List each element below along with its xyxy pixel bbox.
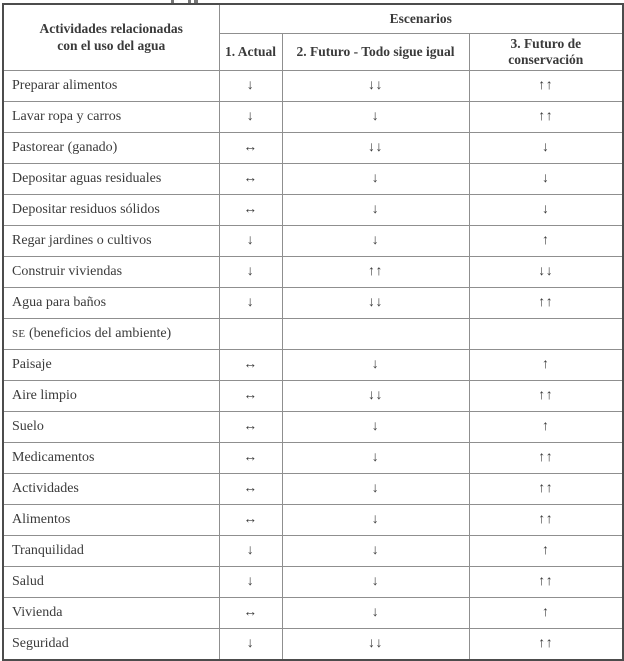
todo-sigue-igual-cell: ↓ [282,226,469,257]
todo-sigue-igual-cell: ↓↓ [282,381,469,412]
table-row [3,505,623,536]
table-row [3,102,623,133]
conservacion-cell: ↑↑ [469,288,623,319]
todo-sigue-igual-cell: ↓↓ [282,629,469,661]
activity-cell [3,319,219,350]
section-label: (beneficios del ambiente) [25,326,172,342]
conservacion-cell: ↑↑ [469,629,623,661]
todo-sigue-igual-cell: ↓ [282,536,469,567]
todo-sigue-igual-cell: ↓ [282,195,469,226]
todo-sigue-igual-cell: ↓ [282,598,469,629]
actual-cell: ↔ [219,133,282,164]
activity-cell: Depositar residuos sólidos [3,195,219,226]
actual-cell: ↔ [219,505,282,536]
actual-cell: ↓ [219,567,282,598]
todo-sigue-igual-cell: ↑↑ [282,257,469,288]
table-row [3,350,623,381]
scenario-1-actual-header: 1. Actual [219,34,282,71]
scenarios-group-header: Escenarios [219,4,623,34]
activity-cell: Medicamentos [3,443,219,474]
conservacion-cell: ↑↑ [469,381,623,412]
table-row [3,381,623,412]
todo-sigue-igual-cell: ↓ [282,443,469,474]
activity-cell: Suelo [3,412,219,443]
activity-cell: Aire limpio [3,381,219,412]
activities-header-line2: con el uso del agua [57,37,166,53]
actual-cell [219,319,282,350]
table-row [3,443,623,474]
conservacion-cell: ↑ [469,350,623,381]
todo-sigue-igual-cell: ↓ [282,412,469,443]
todo-sigue-igual-cell: ↓↓ [282,71,469,102]
scenario-3-conservacion-header: 3. Futuro de conservación [469,34,623,71]
activity-cell: Alimentos [3,505,219,536]
todo-sigue-igual-cell: ↓↓ [282,133,469,164]
conservacion-cell: ↓↓ [469,257,623,288]
table-row [3,474,623,505]
conservacion-cell: ↑↑ [469,505,623,536]
activity-cell: Actividades [3,474,219,505]
conservacion-cell: ↑↑ [469,102,623,133]
conservacion-cell: ↑ [469,226,623,257]
conservacion-cell: ↑↑ [469,443,623,474]
table-row [3,598,623,629]
actual-cell: ↔ [219,412,282,443]
actual-cell: ↓ [219,629,282,661]
activity-cell: Regar jardines o cultivos [3,226,219,257]
actual-cell: ↓ [219,226,282,257]
table-row [3,629,623,661]
activity-cell: Seguridad [3,629,219,661]
actual-cell: ↔ [219,443,282,474]
todo-sigue-igual-cell: ↓ [282,164,469,195]
activities-header-line1: Actividades relacionadas [39,20,183,36]
conservacion-cell: ↑ [469,598,623,629]
conservacion-cell: ↓ [469,164,623,195]
activity-cell: Paisaje [3,350,219,381]
todo-sigue-igual-cell [282,319,469,350]
table-row [3,536,623,567]
conservacion-cell: ↓ [469,195,623,226]
table-row [3,195,623,226]
activity-cell: Vivienda [3,598,219,629]
conservacion-cell: ↑↑ [469,567,623,598]
table-row [3,71,623,102]
actual-cell: ↓ [219,288,282,319]
todo-sigue-igual-cell: ↓ [282,102,469,133]
actual-cell: ↓ [219,536,282,567]
table-row [3,257,623,288]
activity-cell: Lavar ropa y carros [3,102,219,133]
conservacion-cell: ↑↑ [469,474,623,505]
section-abbrev: SE [12,328,26,341]
actual-cell: ↓ [219,71,282,102]
activity-cell: Depositar aguas residuales [3,164,219,195]
todo-sigue-igual-cell: ↓ [282,350,469,381]
conservacion-cell [469,319,623,350]
table-row-section [3,319,623,350]
activity-cell: Tranquilidad [3,536,219,567]
actual-cell: ↔ [219,598,282,629]
conservacion-cell: ↑ [469,412,623,443]
actual-cell: ↔ [219,381,282,412]
activity-cell: Salud [3,567,219,598]
actual-cell: ↓ [219,257,282,288]
activity-cell: Pastorear (ganado) [3,133,219,164]
todo-sigue-igual-cell: ↓ [282,474,469,505]
table-row [3,288,623,319]
conservacion-cell: ↓ [469,133,623,164]
conservacion-cell: ↑ [469,536,623,567]
activity-cell: Construir viviendas [3,257,219,288]
table-row [3,164,623,195]
actual-cell: ↓ [219,102,282,133]
activity-cell: Agua para baños [3,288,219,319]
table-row [3,412,623,443]
todo-sigue-igual-cell: ↓ [282,505,469,536]
table-row [3,226,623,257]
table-row [3,133,623,164]
header-row-group [3,4,623,34]
todo-sigue-igual-cell: ↓↓ [282,288,469,319]
activities-column-header [3,4,219,71]
actual-cell: ↔ [219,474,282,505]
scenario-2-todo-sigue-igual-header: 2. Futuro - Todo sigue igual [282,34,469,71]
table-row [3,567,623,598]
activity-cell: Preparar alimentos [3,71,219,102]
actual-cell: ↔ [219,164,282,195]
todo-sigue-igual-cell: ↓ [282,567,469,598]
water-use-scenarios-table [2,3,624,661]
actual-cell: ↔ [219,350,282,381]
conservacion-cell: ↑↑ [469,71,623,102]
actual-cell: ↔ [219,195,282,226]
